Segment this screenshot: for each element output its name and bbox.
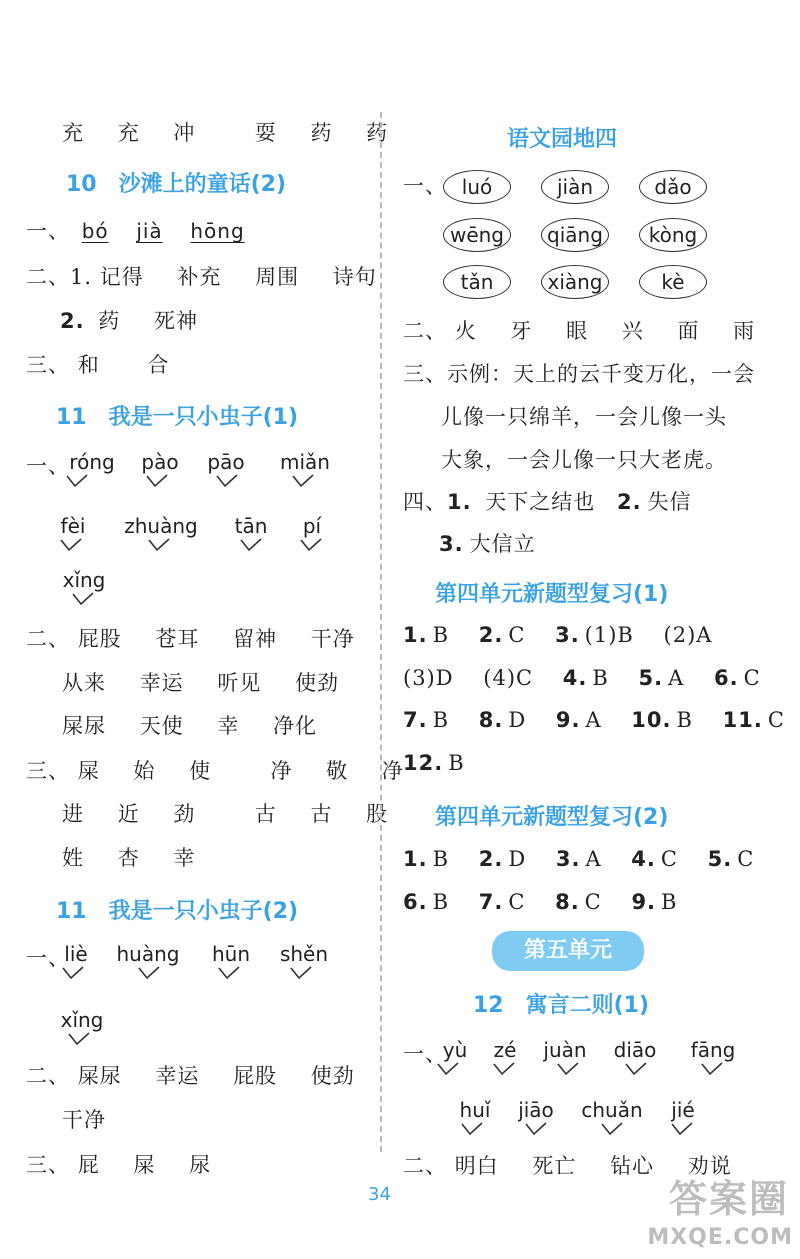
answer-line: 三、 屎 始 使 净 敬 净 <box>26 759 404 783</box>
check-mark-icon <box>493 1062 515 1076</box>
pinyin-oval: wēng <box>443 218 511 252</box>
answer-line: 从来 幸运 听见 使劲 <box>62 671 340 695</box>
pinyin-answer: diāo <box>613 1038 657 1062</box>
pinyin-oval: kòng <box>639 218 707 252</box>
answer-line: 二、 屁股 苍耳 留神 干净 <box>26 627 355 651</box>
answer-line: 二、 屎尿 幸运 屁股 使劲 <box>26 1064 355 1088</box>
answer-line: 姓 杏 幸 <box>62 846 196 870</box>
section-heading: 12 寓言二则(1) <box>473 993 650 1018</box>
answer-line: 屎尿 天使 幸 净化 <box>62 714 318 738</box>
answer-line: 干净 <box>62 1108 106 1132</box>
check-mark-icon <box>437 1062 459 1076</box>
check-mark-icon <box>601 1122 623 1136</box>
question-2-part-1: 二、1. 记得 补充 周围 诗句 <box>26 265 377 289</box>
pinyin-oval: tǎn <box>443 265 511 299</box>
pinyin-answer: róng <box>69 450 115 474</box>
choice-row: 1. B 2. C 3. (1)B (2)A <box>403 623 713 647</box>
section-heading: 11 我是一只小虫子(1) <box>56 405 299 430</box>
check-mark-icon <box>671 1122 693 1136</box>
check-mark-icon <box>461 1122 483 1136</box>
pinyin-answer: fèi <box>60 514 86 538</box>
pinyin-row: 一、 <box>26 946 70 970</box>
check-mark-icon <box>218 966 240 980</box>
pinyin-answer: huàng <box>116 942 180 966</box>
answer-char: 充 <box>117 121 140 145</box>
page-number: 34 <box>368 1184 391 1205</box>
pinyin-answer: jiāo <box>518 1098 554 1122</box>
section-heading: 10 沙滩上的童话(2) <box>66 172 287 197</box>
section-heading: 语文园地四 <box>507 127 618 152</box>
check-mark-icon <box>557 1062 579 1076</box>
question-2-part-2: 2. 药 死神 <box>60 309 198 333</box>
answer-line: 三、示例：天上的云千变万化，一会 <box>403 362 755 386</box>
watermark-logo <box>620 1168 795 1252</box>
pinyin-oval: qiāng <box>541 218 609 252</box>
answer-line: 二、 火 牙 眼 兴 面 雨 <box>403 319 756 343</box>
answer-line <box>62 117 414 147</box>
check-mark-icon <box>701 1062 723 1076</box>
section-heading: 11 我是一只小虫子(2) <box>56 899 299 924</box>
check-mark-icon <box>240 538 262 552</box>
check-mark-icon <box>525 1122 547 1136</box>
check-mark-icon <box>300 538 322 552</box>
answer-line: 儿像一只绵羊，一会儿像一头 <box>441 405 727 429</box>
pinyin-answer: jià <box>136 219 163 243</box>
question-3: 三、 和 合 <box>26 353 170 377</box>
check-mark-icon <box>292 474 314 488</box>
pinyin-answer: fāng <box>690 1038 736 1062</box>
check-mark-icon <box>68 1032 90 1046</box>
pinyin-answer: xǐng <box>60 1008 104 1032</box>
check-mark-icon <box>62 966 84 980</box>
pinyin-answer: hōng <box>190 219 245 243</box>
check-mark-icon <box>138 966 160 980</box>
choice-row: (3)D (4)C 4. B 5. A 6. C <box>403 666 761 690</box>
section-heading: 第四单元新题型复习(2) <box>435 805 669 830</box>
question-label: 一、 <box>403 1042 447 1066</box>
answer-line: 3. 大信立 <box>439 532 536 556</box>
answer-char: 冲 <box>173 121 196 145</box>
pinyin-answer: bó <box>81 219 109 243</box>
check-mark-icon <box>625 1062 647 1076</box>
choice-row: 6. B 7. C 8. C 9. B <box>403 890 678 914</box>
pinyin-answer: huǐ <box>459 1098 491 1122</box>
check-mark-icon <box>66 474 88 488</box>
check-mark-icon <box>60 538 82 552</box>
check-mark-icon <box>72 592 94 606</box>
pinyin-answer: jié <box>671 1098 695 1122</box>
pinyin-answer: miǎn <box>280 450 330 474</box>
question-label: 一、 <box>403 174 447 198</box>
unit-banner: 第五单元 <box>492 931 644 971</box>
answer-line: 大象，一会儿像一只大老虎。 <box>441 448 727 472</box>
pinyin-answer: pāo <box>207 450 245 474</box>
check-mark-icon <box>146 474 168 488</box>
question-1: 一、 bó jià hōng <box>26 219 245 243</box>
section-heading: 第四单元新题型复习(1) <box>435 582 669 607</box>
answer-line: 四、1. 天下之结也 2. 失信 <box>403 490 692 514</box>
answer-char: 药 <box>310 121 333 145</box>
watermark-title: 答案圈 <box>668 1177 789 1221</box>
choice-row: 1. B 2. D 3. A 4. C 5. C <box>403 847 755 871</box>
answer-line: 三、 屁 屎 尿 <box>26 1153 212 1177</box>
pinyin-oval: jiàn <box>541 170 609 204</box>
pinyin-oval: dǎo <box>639 170 707 204</box>
pinyin-answer: pào <box>141 450 179 474</box>
pinyin-answer: zhuàng <box>124 514 198 538</box>
pinyin-answer: tān <box>234 514 268 538</box>
column-divider <box>380 112 382 1152</box>
pinyin-oval: luó <box>443 170 511 204</box>
answer-char: 耍 <box>254 121 277 145</box>
pinyin-oval: xiàng <box>541 265 609 299</box>
pinyin-answer: yù <box>442 1038 468 1062</box>
choice-row: 12. B <box>403 751 465 775</box>
check-mark-icon <box>216 474 238 488</box>
pinyin-answer: xǐng <box>62 568 106 592</box>
choice-row: 7. B 8. D 9. A 10. B 11. C <box>403 708 785 732</box>
pinyin-answer: juàn <box>543 1038 587 1062</box>
pinyin-answer: hūn <box>211 942 251 966</box>
answer-char: 充 <box>62 121 84 145</box>
check-mark-icon <box>290 966 312 980</box>
answer-line: 二、 明白 死亡 钻心 劝说 <box>403 1154 732 1178</box>
pinyin-answer: shěn <box>279 942 329 966</box>
pinyin-answer: chuǎn <box>581 1098 643 1122</box>
answer-line: 进 近 劲 古 古 股 <box>62 802 389 826</box>
check-mark-icon <box>148 538 170 552</box>
answer-char: 药 <box>366 121 389 145</box>
pinyin-answer: pí <box>302 514 322 538</box>
watermark-url: MXQE.COM <box>647 1225 793 1250</box>
pinyin-answer: liè <box>64 942 88 966</box>
pinyin-answer: zé <box>493 1038 517 1062</box>
pinyin-oval: kè <box>639 265 707 299</box>
pinyin-row: 一、 <box>26 454 70 478</box>
